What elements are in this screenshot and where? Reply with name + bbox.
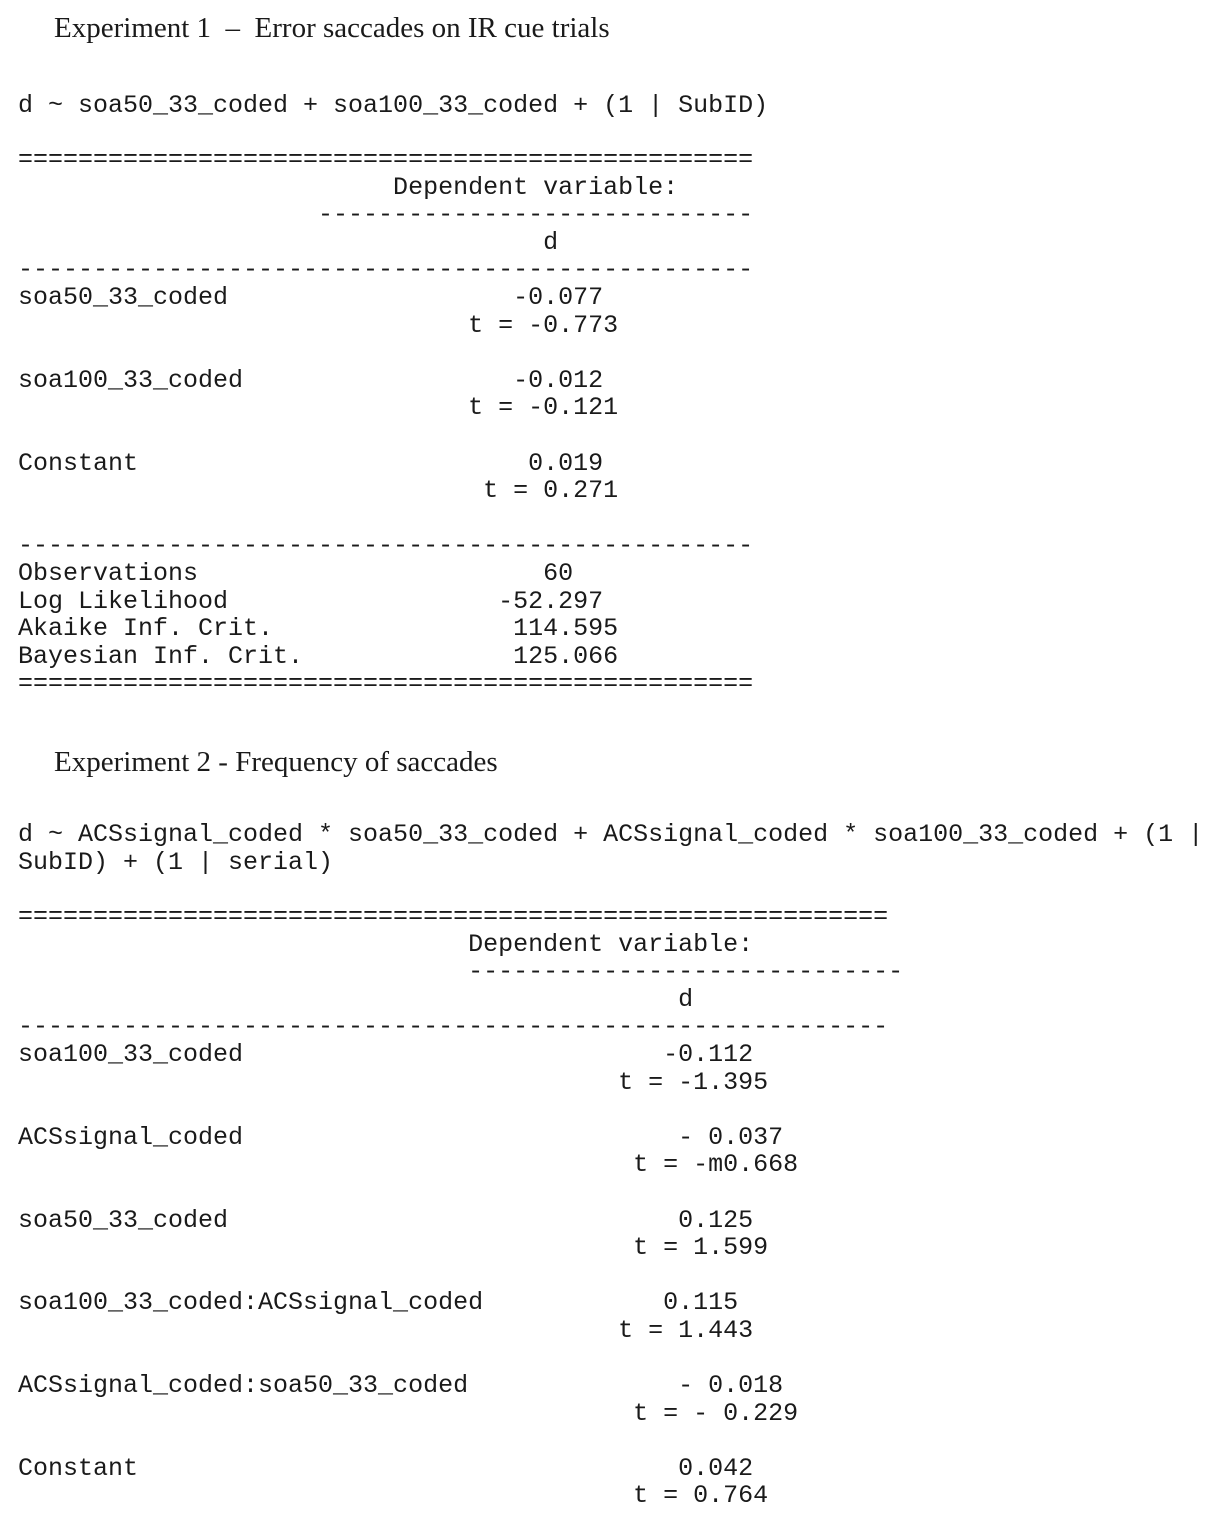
table-line-text: t = 0.271 bbox=[18, 476, 619, 506]
table-line-text: t = -0.773 bbox=[18, 310, 619, 340]
table-line bbox=[18, 1041, 903, 1069]
table-line bbox=[18, 1400, 903, 1428]
experiment-2-regression-table bbox=[18, 903, 903, 1510]
table-line bbox=[18, 174, 753, 202]
table-line bbox=[18, 670, 753, 698]
table-line bbox=[18, 450, 753, 478]
formula-line-text: d ~ ACSsignal_coded * soa50_33_coded + ACSsignal_coded * soa100_33_coded + (1 | bbox=[18, 820, 1204, 849]
table-line-text: Akaike Inf. Crit. 114.595 bbox=[18, 614, 619, 644]
table-line bbox=[18, 1013, 903, 1041]
table-line bbox=[18, 1151, 903, 1179]
table-line bbox=[18, 229, 753, 257]
table-line-text: ---------------------------------------------------------- bbox=[18, 1012, 889, 1042]
table-line-text: ================================================= bbox=[18, 145, 754, 174]
table-line-text: ------------------------------------------------- bbox=[18, 255, 754, 285]
experiment-1-heading: Experiment 1 – Error saccades on IR cue trials bbox=[54, 12, 610, 44]
table-line bbox=[18, 1096, 903, 1124]
table-line bbox=[18, 1455, 903, 1483]
table-line bbox=[18, 312, 753, 340]
table-line-text: t = -0.121 bbox=[18, 393, 619, 423]
table-line bbox=[18, 1069, 903, 1097]
experiment-2-formula bbox=[18, 821, 1203, 876]
table-line-text: ------------------------------------------------- bbox=[18, 531, 754, 561]
table-line bbox=[18, 1317, 903, 1345]
table-line bbox=[18, 1427, 903, 1455]
table-line bbox=[18, 394, 753, 422]
formula-line bbox=[18, 821, 1203, 849]
table-line-text: t = 0.764 bbox=[18, 1481, 769, 1511]
experiment-1-formula: d ~ soa50_33_coded + soa100_33_coded + (1 | SubID) bbox=[18, 91, 769, 120]
table-line bbox=[18, 1372, 903, 1400]
table-line bbox=[18, 1345, 903, 1373]
table-line-text: ========================================================== bbox=[18, 902, 889, 931]
table-line bbox=[18, 1262, 903, 1290]
table-line bbox=[18, 284, 753, 312]
table-line-text: ----------------------------- bbox=[18, 957, 904, 987]
table-line-text: d bbox=[18, 227, 559, 257]
table-line-text: Dependent variable: bbox=[18, 172, 679, 202]
table-line-text: Constant 0.019 bbox=[18, 448, 604, 478]
table-line bbox=[18, 422, 753, 450]
table-line bbox=[18, 1124, 903, 1152]
table-line bbox=[18, 339, 753, 367]
table-line-text: soa100_33_coded -0.012 bbox=[18, 365, 604, 395]
table-line bbox=[18, 615, 753, 643]
table-line-text: Constant 0.042 bbox=[18, 1453, 754, 1483]
table-line bbox=[18, 146, 753, 174]
table-line bbox=[18, 986, 903, 1014]
table-line bbox=[18, 903, 903, 931]
table-line bbox=[18, 1289, 903, 1317]
table-line bbox=[18, 588, 753, 616]
table-line bbox=[18, 931, 903, 959]
formula-line bbox=[18, 849, 1203, 877]
table-line-text: ================================================= bbox=[18, 669, 754, 699]
table-line-text: Dependent variable: bbox=[18, 929, 754, 959]
table-line-text: soa50_33_coded -0.077 bbox=[18, 282, 604, 312]
table-line bbox=[18, 1234, 903, 1262]
table-line bbox=[18, 1179, 903, 1207]
table-line-text: soa100_33_coded:ACSsignal_coded 0.115 bbox=[18, 1288, 739, 1318]
table-line-text: soa50_33_coded 0.125 bbox=[18, 1205, 754, 1235]
table-line bbox=[18, 1207, 903, 1235]
table-line-text: soa100_33_coded -0.112 bbox=[18, 1039, 754, 1069]
experiment-1-regression-table bbox=[18, 146, 753, 698]
table-line-text: t = - 0.229 bbox=[18, 1398, 799, 1428]
table-line bbox=[18, 477, 753, 505]
table-line bbox=[18, 958, 903, 986]
table-line-text: t = -m0.668 bbox=[18, 1150, 799, 1180]
table-line bbox=[18, 1482, 903, 1510]
table-line-text: t = 1.443 bbox=[18, 1315, 754, 1345]
table-line-text: t = 1.599 bbox=[18, 1233, 769, 1263]
experiment-2-heading: Experiment 2 - Frequency of saccades bbox=[54, 746, 498, 778]
table-line bbox=[18, 532, 753, 560]
table-line-text: ----------------------------- bbox=[18, 200, 754, 230]
table-line bbox=[18, 505, 753, 533]
table-line bbox=[18, 201, 753, 229]
table-line-text: ACSsignal_coded:soa50_33_coded - 0.018 bbox=[18, 1371, 784, 1401]
table-line bbox=[18, 256, 753, 284]
table-line-text: d bbox=[18, 984, 694, 1014]
table-line-text: Log Likelihood -52.297 bbox=[18, 586, 604, 616]
table-line-text: ACSsignal_coded - 0.037 bbox=[18, 1122, 784, 1152]
table-line bbox=[18, 643, 753, 671]
formula-line-text: SubID) + (1 | serial) bbox=[18, 847, 334, 877]
table-line bbox=[18, 560, 753, 588]
table-line bbox=[18, 367, 753, 395]
table-line-text: Observations 60 bbox=[18, 558, 574, 588]
table-line-text: Bayesian Inf. Crit. 125.066 bbox=[18, 641, 619, 671]
table-line-text: t = -1.395 bbox=[18, 1067, 769, 1097]
